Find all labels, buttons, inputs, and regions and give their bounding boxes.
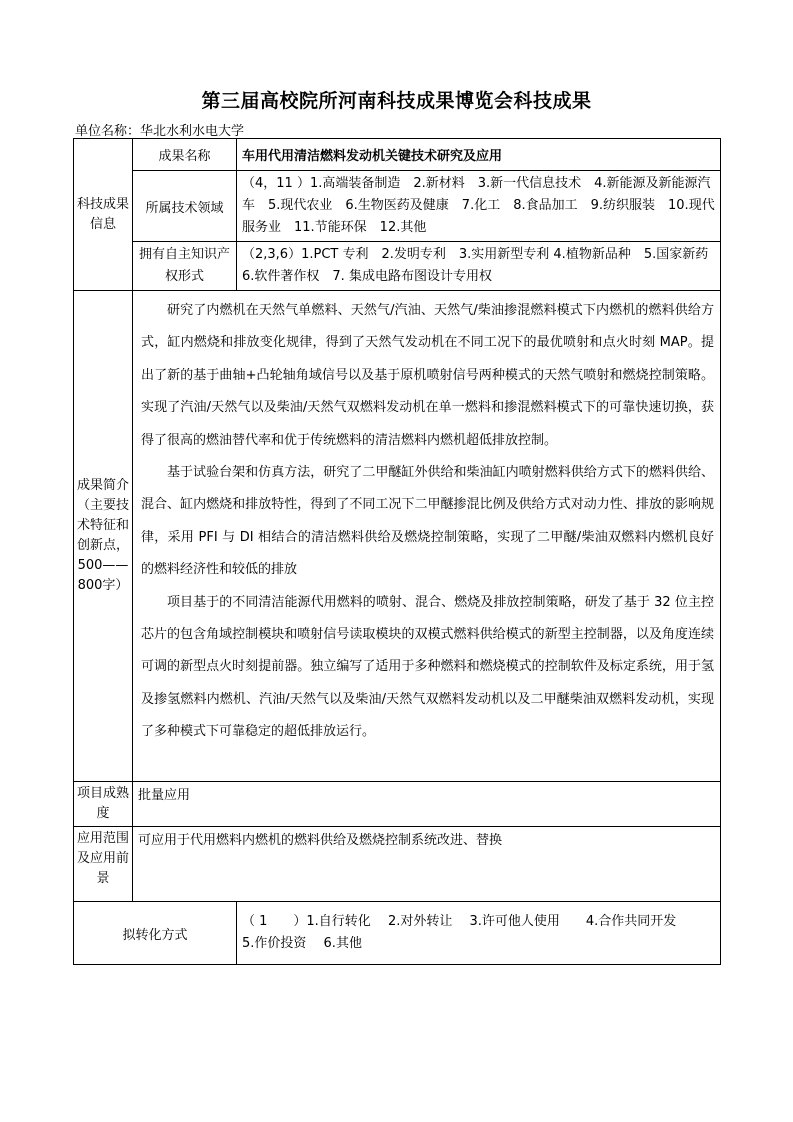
unit-label: 单位名称： — [75, 124, 141, 139]
row-achievement-name — [74, 139, 721, 171]
transfer-options-line1: （ 1 ）1.自行转化 2.对外转让 3.许可他人使用 4.合作共同开发 — [242, 914, 677, 929]
row-intro — [74, 291, 721, 782]
unit-name: 华北水利水电大学 — [140, 124, 245, 139]
intro-label: 成果简介（主要技术特征和创新点，500——800字） — [74, 291, 133, 782]
row-ip-form — [74, 242, 721, 291]
application-value: 可应用于代用燃料内燃机的燃料供给及燃烧控制系统改进、替换 — [133, 827, 721, 902]
row-transfer — [74, 902, 721, 965]
row-tech-field — [74, 171, 721, 242]
intro-paragraph: 基于试验台架和仿真方法，研究了二甲醚缸外供给和柴油缸内喷射燃料供给方式下的燃料供给、混合、缸内燃烧和排放特性，得到了不同工况下二甲醚掺混比例及供给方式对动力性、排放的影响规律，采用 PFI 与 DI 相结合的清洁燃料供给及燃烧控制策略，实现了二甲醚/柴油双燃料内燃机良好的燃料经济性和较低的排放 — [141, 465, 714, 578]
maturity-value: 批量应用 — [133, 782, 721, 827]
field-value: （4，11 ）1.高端装备制造 2.新材料 3.新一代信息技术 4.新能源及新能源汽车 5.现代农业 6.生物医药及健康 7.化工 8.食品加工 9.纺织服装 10.现代服务业 11.节能环保 12.其他 — [237, 171, 721, 242]
unit-line — [75, 120, 244, 139]
name-label: 成果名称 — [133, 139, 237, 171]
transfer-value — [237, 902, 721, 965]
row-application — [74, 827, 721, 902]
field-label: 所属技术领域 — [133, 171, 237, 242]
intro-paragraph: 研究了内燃机在天然气单燃料、天然气/汽油、天然气/柴油掺混燃料模式下内燃机的燃料供给方式，缸内燃烧和排放变化规律，得到了天然气发动机在不同工况下的最优喷射和点火时刻 MAP。提出了新的基于曲轴+凸轮轴角域信号以及基于原机喷射信号两种模式的天然气喷射和燃烧控制策略。实现了汽油/天然气以及柴油/天然气双燃料发动机在单一燃料和掺混燃料模式下的可靠快速切换，获得了很高的燃油替代率和优于传统燃料的清洁燃料内燃机超低排放控制。 — [141, 303, 714, 448]
transfer-label: 拟转化方式 — [74, 902, 237, 965]
ip-value: （2,3,6）1.PCT 专利 2.发明专利 3.实用新型专利 4.植物新品种 5.国家新药 6.软件著作权 7. 集成电路布图设计专用权 — [237, 242, 721, 291]
application-label: 应用范围及应用前景 — [74, 827, 133, 902]
row-maturity — [74, 782, 721, 827]
intro-paragraph: 项目基于的不同清洁能源代用燃料的喷射、混合、燃烧及排放控制策略，研发了基于 32 位主控芯片的包含角域控制模块和喷射信号读取模块的双模式燃料供给模式的新型主控制器，以及角度连续可调的新型点火时刻提前器。独立编写了适用于多种燃料和燃烧模式的控制软件及标定系统，用于氢及掺氢燃料内燃机、汽油/天然气以及柴油/天然气双燃料发动机以及二甲醚柴油双燃料发动机，实现了多种模式下可靠稳定的超低排放运行。 — [141, 594, 714, 740]
achievement-table — [73, 138, 721, 965]
name-value: 车用代用清洁燃料发动机关键技术研究及应用 — [237, 139, 721, 171]
transfer-options-line2: 5.作价投资 6.其他 — [242, 936, 362, 951]
ip-label: 拥有自主知识产权形式 — [133, 242, 237, 291]
maturity-label: 项目成熟度 — [74, 782, 133, 827]
intro-content — [133, 291, 721, 782]
document-title: 第三届高校院所河南科技成果博览会科技成果 — [201, 90, 592, 112]
info-section-label: 科技成果信息 — [74, 139, 133, 291]
